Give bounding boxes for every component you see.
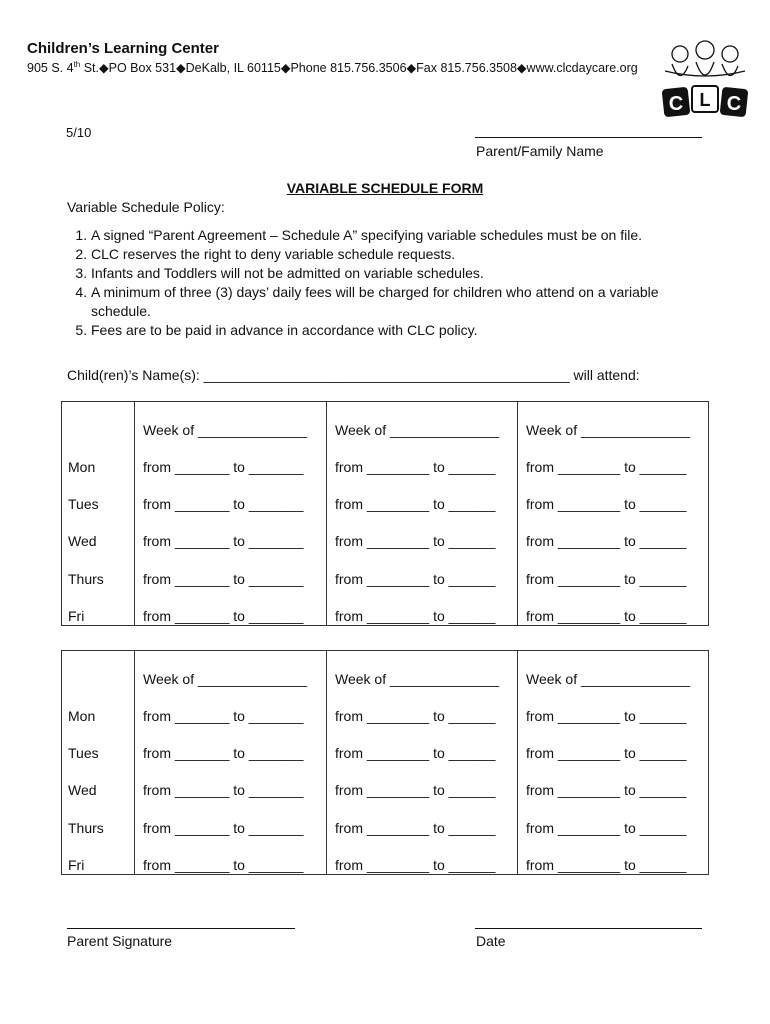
week-of-field[interactable]: Week of ______________ — [335, 671, 499, 687]
column-divider — [326, 651, 327, 874]
week-of-field[interactable]: Week of ______________ — [143, 422, 307, 438]
policy-item: 5. Fees are to be paid in advance in accordance with CLC policy. — [91, 321, 741, 340]
parent-name-line[interactable] — [475, 137, 702, 138]
day-label: Tues — [68, 745, 99, 762]
form-title: VARIABLE SCHEDULE FORM — [286, 180, 484, 196]
time-slot-field[interactable]: from ________ to ______ — [526, 745, 687, 762]
time-slot-field[interactable]: from ________ to ______ — [335, 533, 496, 550]
day-label: Wed — [68, 533, 97, 550]
time-slot-field[interactable]: from _______ to _______ — [143, 745, 304, 762]
date-line[interactable] — [475, 928, 702, 929]
policy-item: 2. CLC reserves the right to deny variable schedule requests. — [91, 245, 741, 264]
time-slot-field[interactable]: from _______ to _______ — [143, 459, 304, 475]
schedule-table-2 — [61, 650, 709, 875]
org-name: Children’s Learning Center — [27, 40, 219, 57]
org-address — [27, 60, 638, 75]
time-slot-field[interactable]: from ________ to ______ — [526, 496, 687, 513]
time-slot-field[interactable]: from ________ to ______ — [335, 856, 496, 873]
parent-signature-line[interactable] — [67, 928, 295, 929]
policy-item: 4. A minimum of three (3) days’ daily fees will be charged for children who attend on a variable schedule. — [91, 283, 676, 321]
time-slot-field[interactable]: from ________ to ______ — [335, 496, 496, 513]
time-slot-field[interactable]: from ________ to ______ — [526, 856, 687, 873]
day-label: Fri — [68, 856, 85, 873]
time-slot-field[interactable]: from ________ to ______ — [335, 570, 496, 587]
time-slot-field[interactable]: from ________ to ______ — [526, 708, 687, 724]
time-slot-field[interactable]: from ________ to ______ — [526, 782, 687, 799]
address-part: St.◆PO Box 531◆DeKalb, IL 60115◆Phone 815.756.3506◆Fax 815.756.3508◆www.clcdaycare.org — [80, 61, 638, 76]
policy-item: 3. Infants and Toddlers will not be admitted on variable schedules. — [91, 264, 741, 283]
svg-text:C: C — [726, 93, 742, 115]
time-slot-field[interactable]: from ________ to ______ — [335, 819, 496, 836]
time-slot-field[interactable]: from _______ to _______ — [143, 708, 304, 724]
svg-text:C: C — [668, 93, 684, 115]
column-divider — [517, 402, 518, 625]
parent-family-label: Parent/Family Name — [476, 143, 604, 159]
time-slot-field[interactable]: from ________ to ______ — [526, 570, 687, 587]
clc-logo — [660, 36, 750, 120]
address-part: 905 S. 4 — [27, 61, 74, 76]
time-slot-field[interactable]: from _______ to _______ — [143, 607, 304, 624]
column-divider — [326, 402, 327, 625]
address-sup: th — [73, 60, 81, 69]
column-divider — [517, 651, 518, 874]
time-slot-field[interactable]: from ________ to ______ — [335, 459, 496, 475]
time-slot-field[interactable]: from ________ to ______ — [526, 819, 687, 836]
time-slot-field[interactable]: from ________ to ______ — [335, 607, 496, 624]
date-label: Date — [476, 933, 506, 949]
time-slot-field[interactable]: from _______ to _______ — [143, 819, 304, 836]
schedule-table-1 — [61, 401, 709, 626]
day-label: Fri — [68, 607, 85, 624]
day-label: Wed — [68, 782, 97, 799]
week-of-field[interactable]: Week of ______________ — [526, 422, 690, 438]
form-date: 5/10 — [66, 125, 92, 140]
day-label: Mon — [68, 708, 96, 724]
day-label: Thurs — [68, 570, 104, 587]
time-slot-field[interactable]: from ________ to ______ — [526, 533, 687, 550]
time-slot-field[interactable]: from _______ to _______ — [143, 496, 304, 513]
column-divider — [134, 402, 135, 625]
day-label: Mon — [68, 459, 96, 475]
time-slot-field[interactable]: from ________ to ______ — [335, 782, 496, 799]
policy-heading: Variable Schedule Policy: — [67, 199, 225, 215]
svg-text:L: L — [699, 90, 711, 110]
week-of-field[interactable]: Week of ______________ — [143, 671, 307, 687]
time-slot-field[interactable]: from ________ to ______ — [526, 459, 687, 475]
policy-item: 1. A signed “Parent Agreement – Schedule A” specifying variable schedules must be on file. — [91, 226, 741, 245]
time-slot-field[interactable]: from ________ to ______ — [335, 708, 496, 724]
day-label: Tues — [68, 496, 99, 513]
time-slot-field[interactable]: from _______ to _______ — [143, 782, 304, 799]
time-slot-field[interactable]: from _______ to _______ — [143, 856, 304, 873]
time-slot-field[interactable]: from _______ to _______ — [143, 533, 304, 550]
parent-signature-label: Parent Signature — [67, 933, 173, 949]
column-divider — [134, 651, 135, 874]
time-slot-field[interactable]: from ________ to ______ — [526, 607, 687, 624]
day-label: Thurs — [68, 819, 104, 836]
week-of-field[interactable]: Week of ______________ — [335, 422, 499, 438]
time-slot-field[interactable]: from ________ to ______ — [335, 745, 496, 762]
time-slot-field[interactable]: from _______ to _______ — [143, 570, 304, 587]
week-of-field[interactable]: Week of ______________ — [526, 671, 690, 687]
policy-list — [55, 226, 741, 340]
children-names-field[interactable]: Child(ren)’s Name(s): _______________________________________________ will attend: — [67, 367, 640, 383]
